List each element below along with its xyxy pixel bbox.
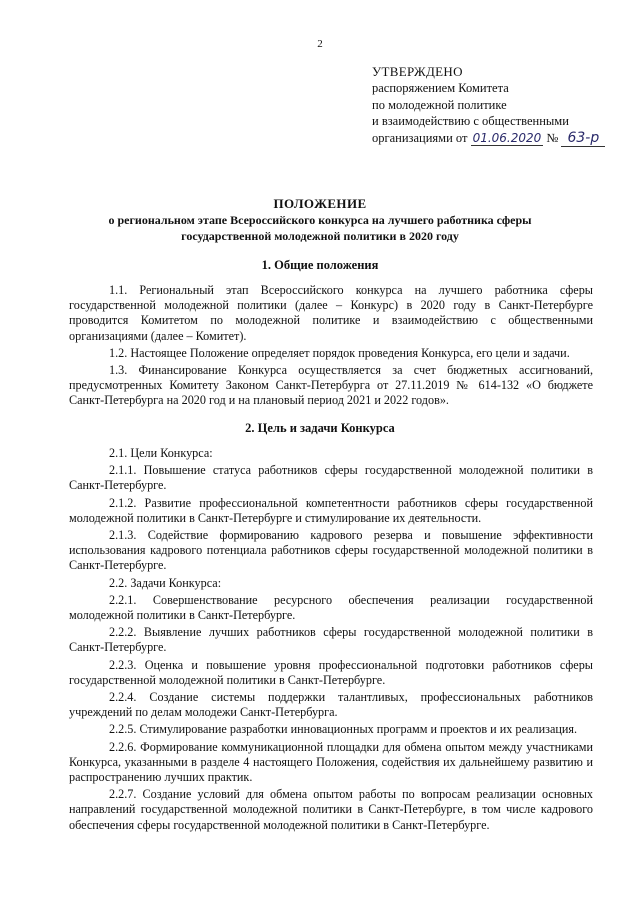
paragraph: 1.1. Региональный этап Всероссийского конкурса на лучшего работника сферы государственной молодежной политики (далее – Конкурс) в 2020 году в Санкт-Петербурге проводится Комитетом по молодежной политике и взаимодействию с общественными организациями (далее – Комитет). bbox=[69, 283, 593, 343]
approval-number-prefix: № bbox=[546, 130, 559, 145]
document-subtitle: о региональном этапе Всероссийского конкурса на лучшего работника сферы государственной молодежной политики в 2020 году bbox=[108, 213, 532, 243]
paragraph: 2.1.2. Развитие профессиональной компетентности работников сферы государственной молодежной политики в Санкт-Петербурге и стимулирование их деятельности. bbox=[69, 495, 593, 525]
paragraph: 2.2.7. Создание условий для обмена опытом работы по вопросам реализации основных направлений государственной молодежной политики в Санкт-Петербурге, в том числе кадрового обеспечения сферы государственной молодежной политики в Санкт-Петербурге. bbox=[69, 787, 593, 832]
paragraph: 2.1.1. Повышение статуса работников сферы государственной молодежной политики в Санкт-Петербурге. bbox=[69, 463, 593, 493]
paragraph: 2.2.2. Выявление лучших работников сферы государственной молодежной политики в Санкт-Петербурге. bbox=[69, 625, 593, 655]
approval-line: и взаимодействию с общественными bbox=[372, 114, 569, 129]
document-title: ПОЛОЖЕНИЕ bbox=[273, 196, 367, 211]
approval-stamp-block bbox=[372, 64, 632, 146]
approval-line: распоряжением Комитета bbox=[372, 81, 509, 96]
section-2-heading: 2. Цель и задачи Конкурса bbox=[245, 421, 395, 435]
paragraph: 2.2.3. Оценка и повышение уровня профессиональной подготовки работников сферы государственной молодежной политики в Санкт-Петербурге. bbox=[69, 657, 593, 687]
handwritten-date: 01.06.2020 bbox=[472, 130, 542, 145]
approval-date-prefix: организациями от bbox=[372, 130, 468, 145]
approval-line: по молодежной политике bbox=[372, 97, 507, 112]
approval-date-line bbox=[372, 130, 632, 146]
paragraph: 2.1.3. Содействие формированию кадрового резерва и повышение эффективности использования кадрового потенциала работников сферы государственной молодежной политики в Санкт-Петербурге. bbox=[69, 528, 593, 573]
paragraph: 2.2.4. Создание системы поддержки талантливых, профессиональных работников учреждений по делам молодежи Санкт-Петербурга. bbox=[69, 690, 593, 720]
paragraph: 2.2.5. Стимулирование разработки инновационных программ и проектов и их реализация. bbox=[109, 722, 578, 737]
paragraph: 2.2.6. Формирование коммуникационной площадки для обмена опытом между участниками Конкурса, указанными в разделе 4 настоящего Положения, содействия их дальнейшему развитию и распространению лучших практик. bbox=[69, 739, 593, 785]
paragraph: 2.2. Задачи Конкурса: bbox=[109, 575, 222, 590]
section-1-body bbox=[69, 283, 593, 409]
section-2-body bbox=[69, 446, 593, 833]
paragraph: 1.3. Финансирование Конкурса осуществляется за счет бюджетных ассигнований, предусмотренных Комитету Законом Санкт-Петербурга от 27.11.2019 № 614-132 «О бюджете Санкт-Петербурга на 2020 год и на плановый период 2021 и 2022 годов». bbox=[69, 363, 593, 408]
handwritten-number: 63-р bbox=[561, 130, 605, 147]
paragraph: 2.1. Цели Конкурса: bbox=[109, 446, 213, 460]
paragraph: 2.2.1. Совершенствование ресурсного обеспечения реализации государственной молодежной политики в Санкт-Петербурге. bbox=[69, 592, 593, 623]
page-number: 2 bbox=[317, 38, 323, 50]
approval-heading: УТВЕРЖДЕНО bbox=[372, 64, 463, 79]
section-1-heading: 1. Общие положения bbox=[261, 258, 379, 272]
paragraph: 1.2. Настоящее Положение определяет порядок проведения Конкурса, его цели и задачи. bbox=[109, 345, 570, 360]
